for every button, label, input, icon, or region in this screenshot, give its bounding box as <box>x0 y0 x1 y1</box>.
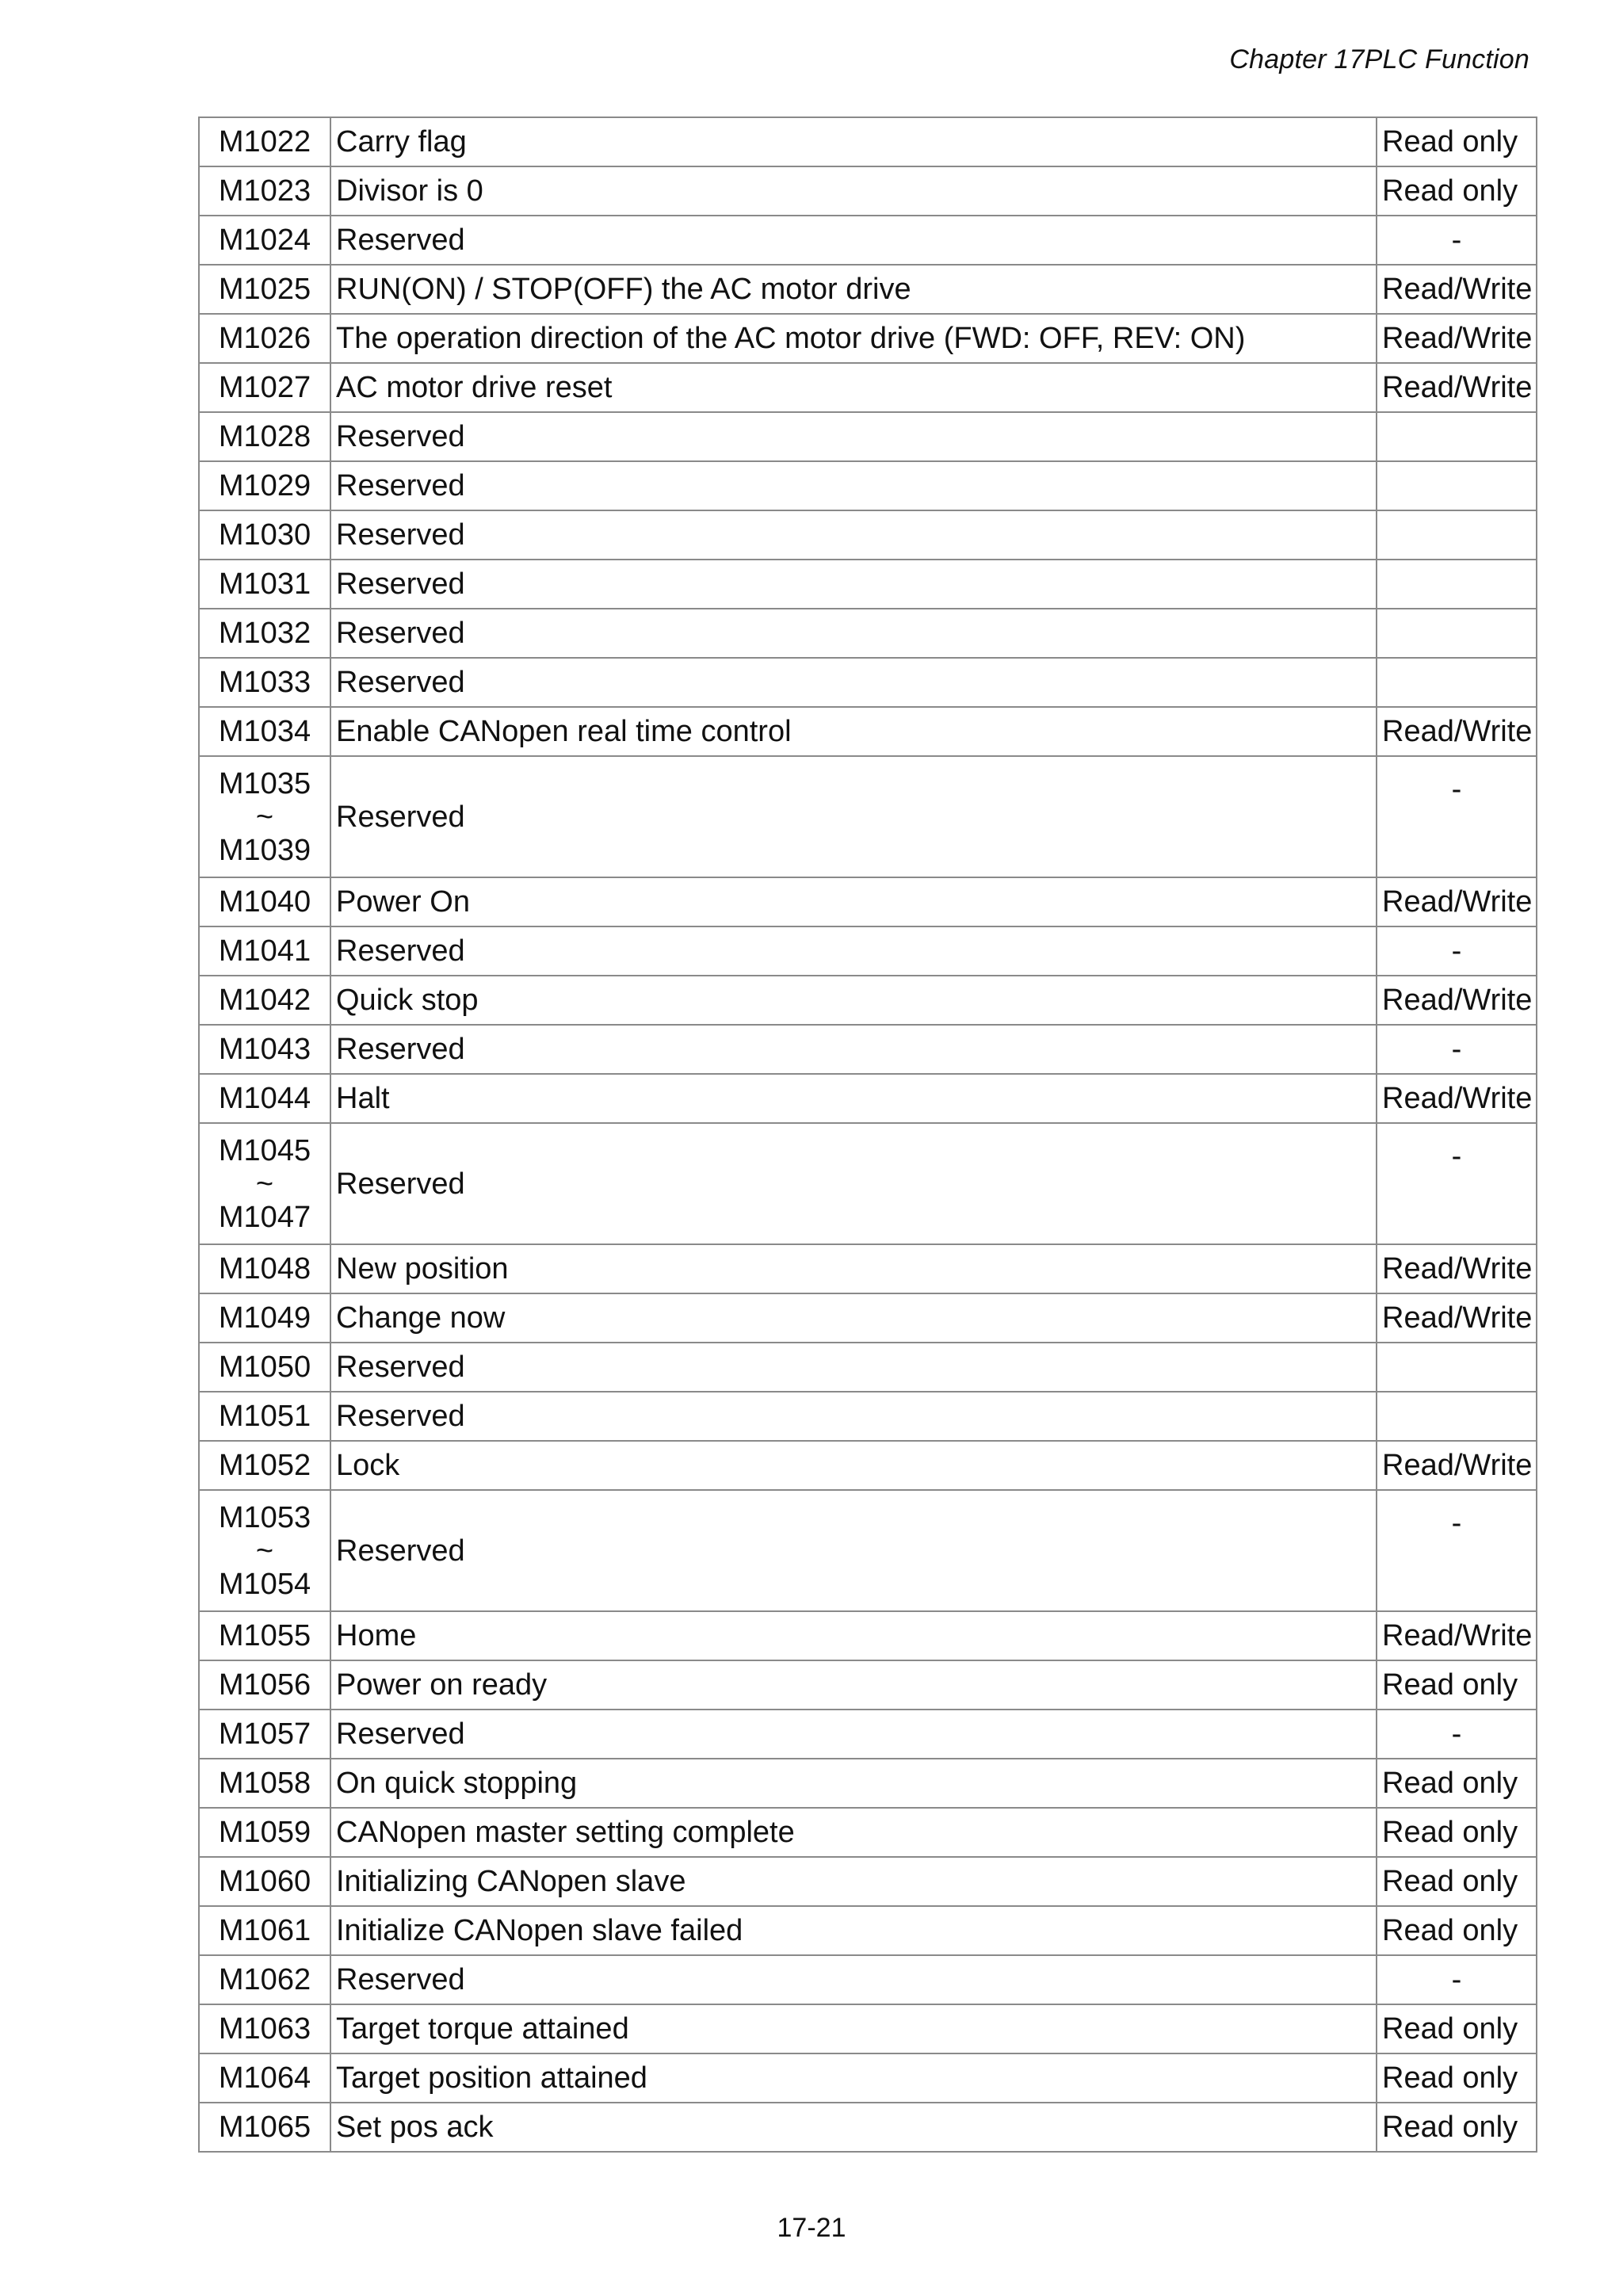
device-code: M1050 <box>218 1350 311 1384</box>
device-cell <box>199 1759 330 1808</box>
table-row <box>199 2004 1537 2053</box>
attribute-cell: Read/Write <box>1377 976 1537 1025</box>
table-row <box>199 412 1537 461</box>
table-row <box>199 1611 1537 1660</box>
function-cell: On quick stopping <box>330 1759 1377 1808</box>
table-row <box>199 1660 1537 1710</box>
device-cell <box>199 1490 330 1611</box>
device-code: M1059 <box>218 1816 311 1849</box>
device-cell <box>199 1392 330 1441</box>
function-cell: Reserved <box>330 1123 1377 1244</box>
attribute-cell: Read only <box>1377 117 1537 166</box>
function-cell: Reserved <box>330 461 1377 510</box>
attribute-cell: Read only <box>1377 166 1537 216</box>
attribute-cell: - <box>1377 1710 1537 1759</box>
table-row <box>199 117 1537 166</box>
device-cell <box>199 2103 330 2152</box>
attribute-cell: - <box>1377 216 1537 265</box>
device-cell <box>199 1123 330 1244</box>
attribute-cell <box>1377 1392 1537 1441</box>
function-cell: Reserved <box>330 1343 1377 1392</box>
device-cell <box>199 314 330 363</box>
device-code: M1062 <box>218 1963 311 1996</box>
device-cell <box>199 976 330 1025</box>
function-cell: Home <box>330 1611 1377 1660</box>
function-cell: Change now <box>330 1293 1377 1343</box>
device-code: M1031 <box>218 567 311 601</box>
attribute-cell: Read/Write <box>1377 1244 1537 1293</box>
table-row <box>199 1857 1537 1906</box>
device-cell <box>199 1857 330 1906</box>
device-code: M1061 <box>218 1914 311 1947</box>
device-code: ~ <box>255 800 274 834</box>
attribute-cell: Read/Write <box>1377 314 1537 363</box>
device-cell <box>199 1906 330 1955</box>
device-code: M1032 <box>218 617 311 650</box>
device-code: M1026 <box>218 322 311 355</box>
device-code: M1033 <box>218 666 311 699</box>
table-row <box>199 976 1537 1025</box>
table-row <box>199 1490 1537 1611</box>
function-cell: Enable CANopen real time control <box>330 707 1377 756</box>
device-code: M1065 <box>218 2111 311 2144</box>
device-code: M1045 <box>218 1133 311 1167</box>
attribute-cell: Read/Write <box>1377 265 1537 314</box>
device-cell <box>199 412 330 461</box>
function-cell: Reserved <box>330 216 1377 265</box>
table-row <box>199 756 1537 877</box>
device-code: M1047 <box>218 1200 311 1234</box>
device-code: M1056 <box>218 1668 311 1702</box>
function-cell: Quick stop <box>330 976 1377 1025</box>
device-code: M1042 <box>218 984 311 1017</box>
function-cell: Reserved <box>330 756 1377 877</box>
device-cell <box>199 1955 330 2004</box>
attribute-cell: Read/Write <box>1377 877 1537 926</box>
device-cell <box>199 877 330 926</box>
device-cell <box>199 1611 330 1660</box>
device-code: M1064 <box>218 2061 311 2095</box>
device-table <box>198 117 1537 2153</box>
table-row <box>199 1343 1537 1392</box>
device-code: M1043 <box>218 1033 311 1066</box>
table-row <box>199 1074 1537 1123</box>
attribute-cell <box>1377 461 1537 510</box>
device-cell <box>199 658 330 707</box>
function-cell: Divisor is 0 <box>330 166 1377 216</box>
device-cell <box>199 707 330 756</box>
device-code: M1055 <box>218 1619 311 1652</box>
device-cell <box>199 216 330 265</box>
device-code: M1025 <box>218 273 311 306</box>
device-code: M1034 <box>218 715 311 748</box>
table-row <box>199 707 1537 756</box>
device-code: M1035 <box>218 766 311 800</box>
device-code: M1022 <box>218 125 311 159</box>
device-code: M1044 <box>218 1082 311 1115</box>
function-cell: Reserved <box>330 1025 1377 1074</box>
device-cell <box>199 166 330 216</box>
device-cell <box>199 1025 330 1074</box>
attribute-cell: Read only <box>1377 1759 1537 1808</box>
attribute-cell: Read only <box>1377 2053 1537 2103</box>
device-cell <box>199 1808 330 1857</box>
device-code: M1052 <box>218 1449 311 1482</box>
device-cell <box>199 363 330 412</box>
table-row <box>199 363 1537 412</box>
function-cell: Lock <box>330 1441 1377 1490</box>
table-row <box>199 461 1537 510</box>
attribute-cell <box>1377 560 1537 609</box>
device-code: M1048 <box>218 1252 311 1286</box>
device-code: M1040 <box>218 885 311 919</box>
function-cell: Carry flag <box>330 117 1377 166</box>
device-code: M1054 <box>218 1567 311 1601</box>
table-row <box>199 1244 1537 1293</box>
attribute-cell: Read only <box>1377 1857 1537 1906</box>
attribute-cell: - <box>1377 1123 1537 1244</box>
table-row <box>199 314 1537 363</box>
function-cell: New position <box>330 1244 1377 1293</box>
table-row <box>199 1710 1537 1759</box>
device-cell <box>199 1343 330 1392</box>
attribute-cell <box>1377 1343 1537 1392</box>
device-cell <box>199 560 330 609</box>
function-cell: Reserved <box>330 560 1377 609</box>
table-row <box>199 1392 1537 1441</box>
device-code: ~ <box>255 1534 274 1568</box>
device-code: M1028 <box>218 420 311 453</box>
table-row <box>199 560 1537 609</box>
attribute-cell: - <box>1377 926 1537 976</box>
attribute-cell: Read/Write <box>1377 363 1537 412</box>
device-code: M1023 <box>218 174 311 208</box>
device-cell <box>199 265 330 314</box>
function-cell: Power On <box>330 877 1377 926</box>
table-row <box>199 1293 1537 1343</box>
function-cell: Reserved <box>330 1392 1377 1441</box>
device-cell <box>199 926 330 976</box>
attribute-cell: - <box>1377 756 1537 877</box>
function-cell: Reserved <box>330 658 1377 707</box>
attribute-cell: Read only <box>1377 2103 1537 2152</box>
device-code: M1058 <box>218 1767 311 1800</box>
device-cell <box>199 461 330 510</box>
function-cell: Initialize CANopen slave failed <box>330 1906 1377 1955</box>
function-cell: The operation direction of the AC motor drive (FWD: OFF, REV: ON) <box>330 314 1377 363</box>
table-row <box>199 1906 1537 1955</box>
device-code: M1041 <box>218 934 311 968</box>
device-cell <box>199 117 330 166</box>
device-code: M1057 <box>218 1717 311 1751</box>
attribute-cell <box>1377 658 1537 707</box>
device-cell <box>199 1710 330 1759</box>
table-row <box>199 216 1537 265</box>
function-cell: Reserved <box>330 1955 1377 2004</box>
attribute-cell: Read/Write <box>1377 1074 1537 1123</box>
attribute-cell: Read/Write <box>1377 1441 1537 1490</box>
device-table-container <box>198 117 1536 2153</box>
device-code: M1039 <box>218 833 311 867</box>
table-row <box>199 2103 1537 2152</box>
function-cell: Target position attained <box>330 2053 1377 2103</box>
table-row <box>199 265 1537 314</box>
device-code: ~ <box>255 1167 274 1201</box>
device-cell <box>199 2004 330 2053</box>
device-code: M1029 <box>218 469 311 502</box>
table-row <box>199 658 1537 707</box>
function-cell: Power on ready <box>330 1660 1377 1710</box>
table-row <box>199 877 1537 926</box>
device-code: M1053 <box>218 1500 311 1534</box>
function-cell: AC motor drive reset <box>330 363 1377 412</box>
table-row <box>199 510 1537 560</box>
device-code: M1030 <box>218 518 311 552</box>
page-header: Chapter 17PLC Function <box>1229 44 1529 74</box>
attribute-cell: - <box>1377 1025 1537 1074</box>
function-cell: Reserved <box>330 1490 1377 1611</box>
attribute-cell: Read only <box>1377 1660 1537 1710</box>
table-row <box>199 1025 1537 1074</box>
function-cell: Set pos ack <box>330 2103 1377 2152</box>
attribute-cell: - <box>1377 1490 1537 1611</box>
attribute-cell: Read only <box>1377 1906 1537 1955</box>
function-cell: Reserved <box>330 609 1377 658</box>
function-cell: Initializing CANopen slave <box>330 1857 1377 1906</box>
attribute-cell <box>1377 609 1537 658</box>
device-cell <box>199 756 330 877</box>
table-row <box>199 166 1537 216</box>
device-cell <box>199 2053 330 2103</box>
table-row <box>199 1955 1537 2004</box>
device-cell <box>199 1244 330 1293</box>
attribute-cell: Read only <box>1377 2004 1537 2053</box>
function-cell: RUN(ON) / STOP(OFF) the AC motor drive <box>330 265 1377 314</box>
attribute-cell: Read/Write <box>1377 1293 1537 1343</box>
function-cell: Reserved <box>330 412 1377 461</box>
device-table-body <box>199 117 1537 2152</box>
device-code: M1027 <box>218 371 311 404</box>
table-row <box>199 609 1537 658</box>
device-cell <box>199 1660 330 1710</box>
device-cell <box>199 1074 330 1123</box>
function-cell: Reserved <box>330 926 1377 976</box>
table-row <box>199 1759 1537 1808</box>
table-row <box>199 2053 1537 2103</box>
attribute-cell <box>1377 412 1537 461</box>
attribute-cell: - <box>1377 1955 1537 2004</box>
attribute-cell: Read/Write <box>1377 1611 1537 1660</box>
function-cell: Reserved <box>330 510 1377 560</box>
device-cell <box>199 510 330 560</box>
device-code: M1060 <box>218 1865 311 1898</box>
table-row <box>199 1808 1537 1857</box>
page-number: 17-21 <box>777 2213 846 2243</box>
device-code: M1063 <box>218 2012 311 2046</box>
table-row <box>199 1441 1537 1490</box>
attribute-cell <box>1377 510 1537 560</box>
attribute-cell: Read only <box>1377 1808 1537 1857</box>
function-cell: Halt <box>330 1074 1377 1123</box>
device-cell <box>199 1293 330 1343</box>
device-code: M1051 <box>218 1400 311 1433</box>
device-code: M1049 <box>218 1301 311 1335</box>
device-code: M1024 <box>218 223 311 257</box>
function-cell: CANopen master setting complete <box>330 1808 1377 1857</box>
device-cell <box>199 609 330 658</box>
table-row <box>199 1123 1537 1244</box>
table-row <box>199 926 1537 976</box>
function-cell: Target torque attained <box>330 2004 1377 2053</box>
attribute-cell: Read/Write <box>1377 707 1537 756</box>
device-cell <box>199 1441 330 1490</box>
function-cell: Reserved <box>330 1710 1377 1759</box>
